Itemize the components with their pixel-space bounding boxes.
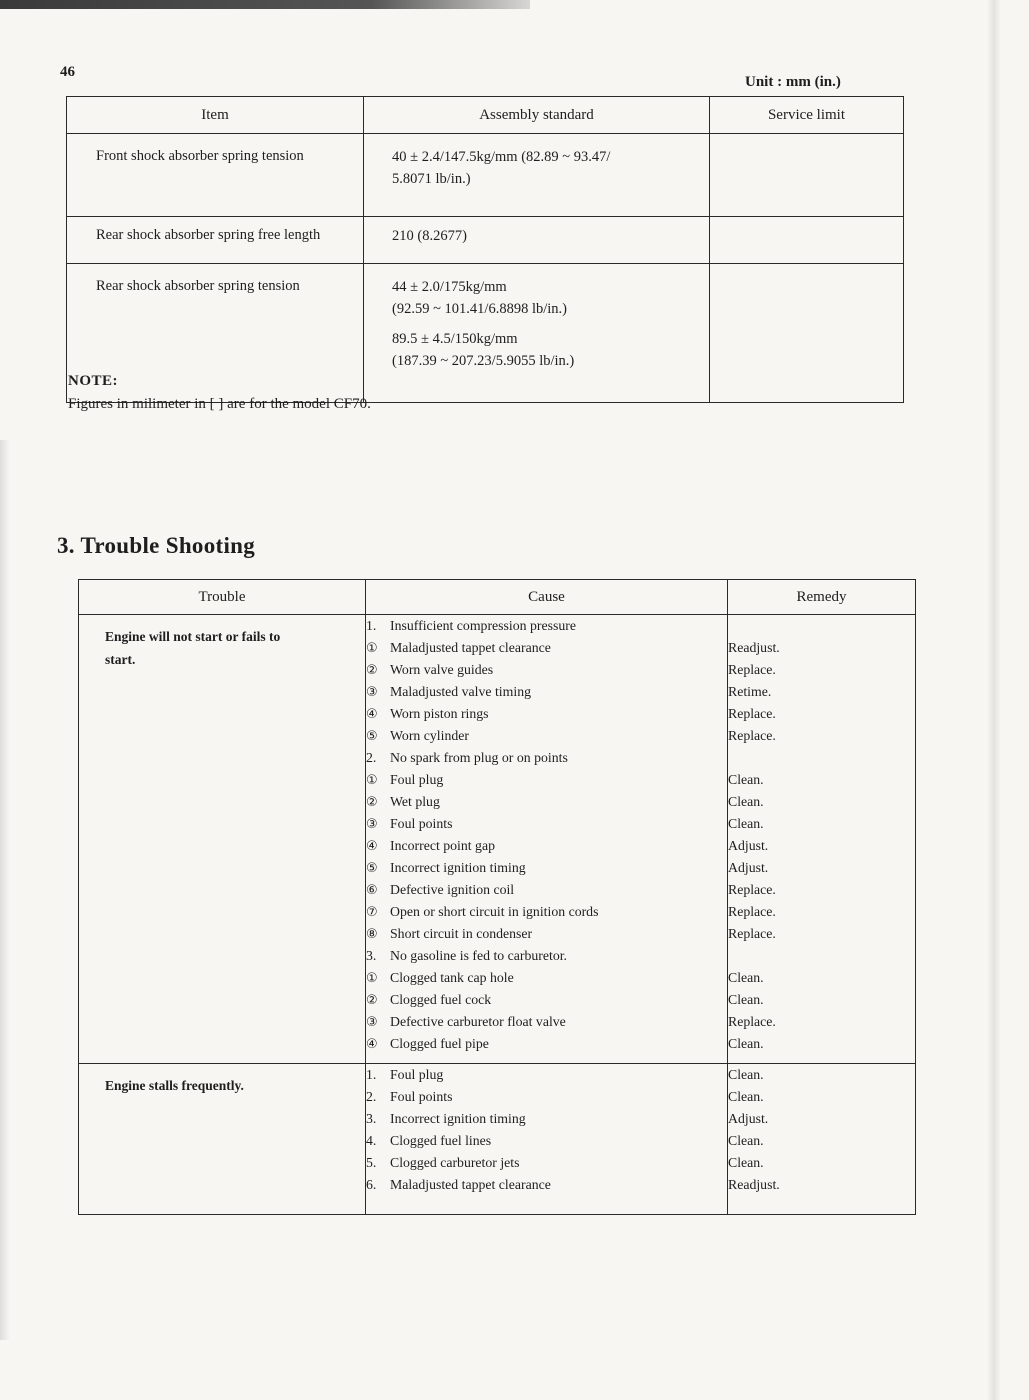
cause-text: Maladjusted tappet clearance [390, 640, 551, 655]
spec-row [67, 217, 904, 264]
cause-list [366, 1064, 728, 1215]
section-title: 3. Trouble Shooting [57, 533, 256, 558]
cause-text: Short circuit in condenser [390, 926, 533, 941]
cause-line [366, 659, 727, 681]
cause-text: No gasoline is fed to carburetor. [390, 948, 568, 963]
cause-text: Clogged carburetor jets [390, 1155, 520, 1170]
cause-line [366, 615, 727, 637]
cause-marker: 3. [366, 948, 377, 963]
cause-marker: 4. [366, 1133, 377, 1148]
cause-line [366, 879, 727, 901]
remedy-text: Clean. [728, 794, 764, 809]
cause-line [366, 637, 727, 659]
spec-assembly-line: 5.8071 lb/in.) [392, 171, 471, 187]
trouble-header-remedy: Remedy [728, 580, 916, 615]
remedy-text [728, 945, 915, 967]
remedy-text: Replace. [728, 728, 776, 743]
trouble-header-cause: Cause [366, 580, 728, 615]
remedy-text: Adjust. [728, 860, 769, 875]
cause-line [366, 1033, 727, 1055]
cause-line [366, 1086, 727, 1108]
cause-line [366, 1152, 727, 1174]
scan-edge-shadow [987, 0, 1001, 1400]
unit-label: Unit : mm (in.) [745, 74, 841, 90]
note-text: Figures in milimeter in [ ] are for the model CF70. [68, 396, 371, 412]
cause-marker: ⑦ [366, 905, 378, 920]
cause-marker: 5. [366, 1155, 377, 1170]
trouble-table [78, 579, 916, 1215]
cause-text: Foul plug [390, 772, 444, 787]
spec-header-item: Item [67, 97, 364, 134]
trouble-row [79, 1064, 916, 1215]
spec-item: Rear shock absorber spring tension [67, 264, 364, 403]
cause-marker: ② [366, 795, 378, 810]
cause-marker: ④ [366, 707, 378, 722]
cause-marker: ② [366, 663, 378, 678]
remedy-text [728, 747, 915, 769]
cause-marker: ③ [366, 685, 378, 700]
cause-text: Wet plug [390, 794, 440, 809]
cause-list [366, 615, 728, 1064]
cause-marker: 2. [366, 1089, 377, 1104]
cause-text: Open or short circuit in ignition cords [390, 904, 599, 919]
trouble-cell [79, 1064, 366, 1215]
cause-marker: 1. [366, 1067, 377, 1082]
spec-table [66, 96, 904, 403]
cause-marker: ⑤ [366, 861, 378, 876]
trouble-row [79, 615, 916, 1064]
trouble-cell [79, 615, 366, 1064]
cause-text: Worn piston rings [390, 706, 489, 721]
cause-marker: ① [366, 641, 378, 656]
remedy-text: Adjust. [728, 1111, 769, 1126]
spec-assembly-gap [392, 320, 709, 328]
remedy-text: Clean. [728, 1133, 764, 1148]
remedy-text: Replace. [728, 662, 776, 677]
scan-edge-bar [0, 0, 530, 9]
remedy-text: Readjust. [728, 1177, 780, 1192]
spec-service [710, 217, 904, 264]
trouble-header-row [79, 580, 916, 615]
remedy-text: Clean. [728, 1067, 764, 1082]
cause-text: Incorrect ignition timing [390, 860, 526, 875]
spec-assembly [364, 264, 710, 403]
cause-marker: ③ [366, 1015, 378, 1030]
cause-text: Incorrect ignition timing [390, 1111, 526, 1126]
cause-line [366, 1064, 727, 1086]
spec-row [67, 264, 904, 403]
remedy-text: Replace. [728, 1014, 776, 1029]
spec-header-row [67, 97, 904, 134]
cause-line [366, 1108, 727, 1130]
spec-service [710, 264, 904, 403]
cause-line [366, 703, 727, 725]
remedy-text: Clean. [728, 970, 764, 985]
remedy-text: Replace. [728, 882, 776, 897]
spec-assembly-line: 44 ± 2.0/175kg/mm [392, 279, 507, 295]
cause-text: Worn cylinder [390, 728, 469, 743]
remedy-list [728, 615, 916, 1064]
trouble-header-trouble: Trouble [79, 580, 366, 615]
remedy-text: Clean. [728, 1036, 764, 1051]
cause-line [366, 923, 727, 945]
spec-header-assembly: Assembly standard [364, 97, 710, 134]
remedy-text: Replace. [728, 904, 776, 919]
cause-marker: 2. [366, 750, 377, 765]
spec-service [710, 134, 904, 217]
remedy-text: Adjust. [728, 838, 769, 853]
spec-row [67, 134, 904, 217]
spec-assembly-line: 40 ± 2.4/147.5kg/mm (82.89 ~ 93.47/ [392, 149, 611, 165]
spec-header-service: Service limit [710, 97, 904, 134]
cause-text: Foul points [390, 1089, 453, 1104]
remedy-text [728, 615, 915, 637]
cause-line [366, 747, 727, 769]
spec-assembly [364, 217, 710, 264]
spec-assembly-line: 89.5 ± 4.5/150kg/mm [392, 331, 518, 347]
page-number: 46 [60, 64, 75, 80]
cause-marker: 3. [366, 1111, 377, 1126]
spec-assembly [364, 134, 710, 217]
spec-assembly-line: (187.39 ~ 207.23/5.9055 lb/in.) [392, 353, 575, 369]
cause-text: Incorrect point gap [390, 838, 495, 853]
cause-line [366, 901, 727, 923]
cause-text: Worn valve guides [390, 662, 494, 677]
cause-marker: ⑧ [366, 927, 378, 942]
cause-marker: ② [366, 993, 378, 1008]
cause-line [366, 857, 727, 879]
remedy-list [728, 1064, 916, 1215]
scan-edge-shadow-left [0, 440, 10, 1340]
cause-text: Clogged tank cap hole [390, 970, 514, 985]
remedy-text: Replace. [728, 926, 776, 941]
cause-text: Foul plug [390, 1067, 444, 1082]
cause-line [366, 1174, 727, 1196]
cause-line [366, 813, 727, 835]
note-title: NOTE: [68, 373, 119, 389]
cause-line [366, 725, 727, 747]
cause-marker: 6. [366, 1177, 377, 1192]
cause-line [366, 835, 727, 857]
cause-text: Maladjusted tappet clearance [390, 1177, 551, 1192]
remedy-text: Clean. [728, 1155, 764, 1170]
remedy-text: Clean. [728, 816, 764, 831]
remedy-text: Readjust. [728, 640, 780, 655]
cause-text: Clogged fuel pipe [390, 1036, 489, 1051]
cause-text: No spark from plug or on points [390, 750, 568, 765]
cause-marker: ① [366, 773, 378, 788]
remedy-text: Replace. [728, 706, 776, 721]
cause-marker: ⑥ [366, 883, 378, 898]
spec-item: Rear shock absorber spring free length [67, 217, 364, 264]
remedy-text: Clean. [728, 772, 764, 787]
spec-assembly-line: 210 (8.2677) [392, 228, 467, 244]
trouble-label: Engine will not start or fails to start. [105, 629, 281, 667]
cause-line [366, 681, 727, 703]
cause-text: Defective carburetor float valve [390, 1014, 566, 1029]
cause-marker: ① [366, 971, 378, 986]
cause-marker: 1. [366, 618, 377, 633]
cause-line [366, 945, 727, 967]
remedy-text: Retime. [728, 684, 772, 699]
remedy-text: Clean. [728, 992, 764, 1007]
cause-marker: ④ [366, 1037, 378, 1052]
cause-marker: ⑤ [366, 729, 378, 744]
trouble-label: Engine stalls frequently. [105, 1078, 244, 1093]
cause-marker: ④ [366, 839, 378, 854]
cause-line [366, 769, 727, 791]
cause-line [366, 967, 727, 989]
cause-line [366, 989, 727, 1011]
cause-text: Foul points [390, 816, 453, 831]
cause-text: Clogged fuel cock [390, 992, 492, 1007]
cause-line [366, 1130, 727, 1152]
spec-assembly-line: (92.59 ~ 101.41/6.8898 lb/in.) [392, 301, 567, 317]
remedy-text: Clean. [728, 1089, 764, 1104]
spec-item: Front shock absorber spring tension [67, 134, 364, 217]
cause-text: Defective ignition coil [390, 882, 515, 897]
cause-text: Clogged fuel lines [390, 1133, 492, 1148]
cause-line [366, 791, 727, 813]
cause-marker: ③ [366, 817, 378, 832]
cause-text: Maladjusted valve timing [390, 684, 532, 699]
cause-text: Insufficient compression pressure [390, 618, 576, 633]
cause-line [366, 1011, 727, 1033]
